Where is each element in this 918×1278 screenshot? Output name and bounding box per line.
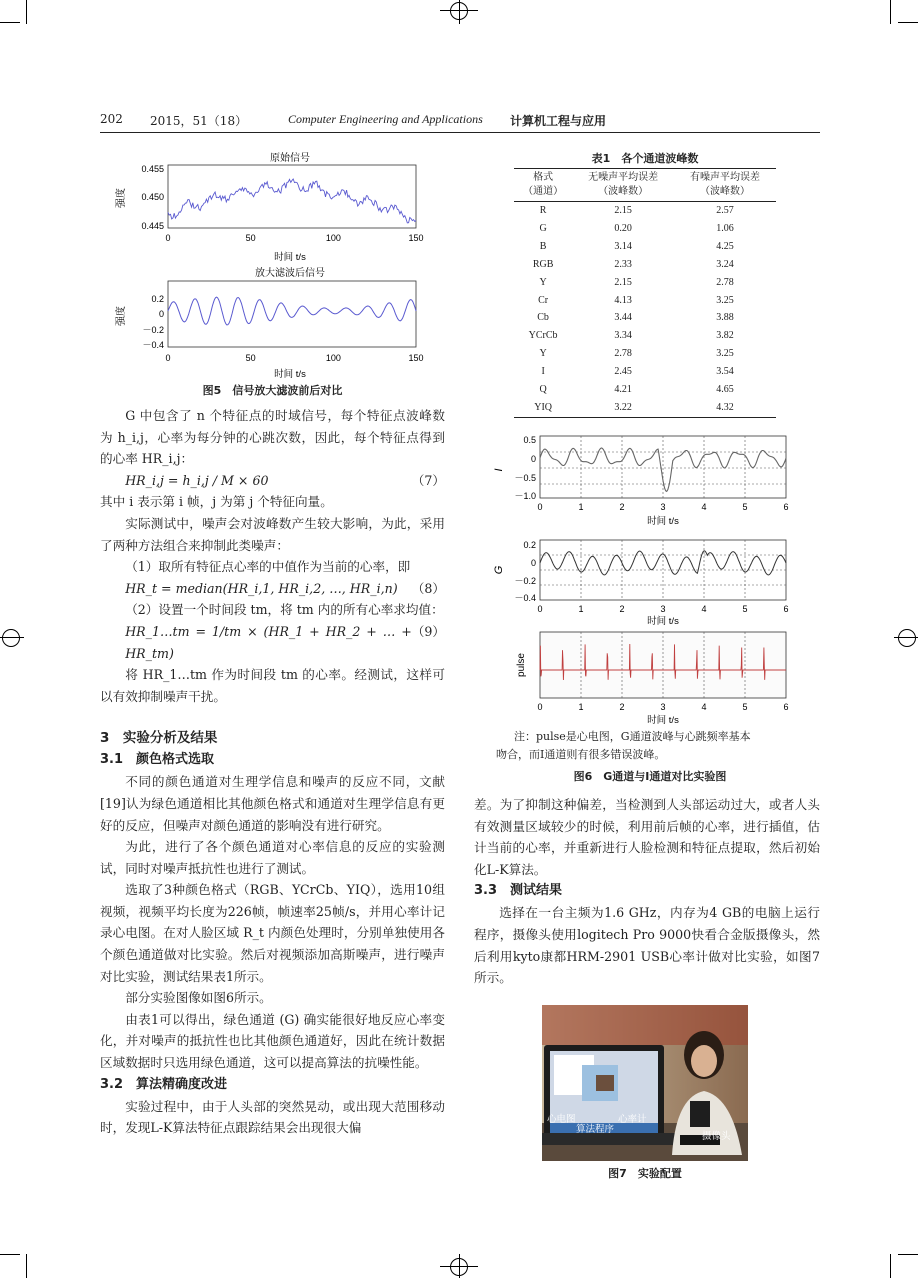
table-header-line: （波峰数） <box>700 186 751 197</box>
x-tick-label: 1 <box>578 502 584 512</box>
x-tick-label: 0 <box>165 353 171 363</box>
table-cell: Y <box>539 276 547 288</box>
x-tick-label: 3 <box>660 502 666 512</box>
table-row <box>514 399 776 417</box>
table-1-grid <box>514 168 776 418</box>
y-tick-label: －1.0 <box>514 491 536 501</box>
table-header-line: 无噪声平均误差 <box>588 172 659 183</box>
figure-6-caption: 图6 G通道与I通道对比实验图 <box>573 770 727 783</box>
fig6-panel1-ylabel: I <box>493 468 505 472</box>
page-number: 202 <box>100 112 123 126</box>
y-tick-label: 0.450 <box>141 192 164 202</box>
fig5-raw-signal-line <box>168 179 416 223</box>
table-row <box>514 363 776 381</box>
journal-name-cn: 计算机工程与应用 <box>510 114 607 128</box>
paragraph: （2）设置一个时间段 tm，将 tm 内的所有心率求均值： <box>125 602 444 618</box>
table-row <box>514 256 776 274</box>
table-row <box>514 274 776 292</box>
x-tick-label: 5 <box>742 702 748 712</box>
table-cell: 3.82 <box>716 330 734 342</box>
paragraph: 选择在一台主频为1.6 GHz，内存为4 GB的电脑上运行程序，摄像头使用logitech Pro 9000快看合金版摄像头，然后利用kyto康都HRM-2901 USB心率计做对比实验，如图7所示。 <box>474 905 820 986</box>
fig6-g-channel-line <box>540 551 786 575</box>
table-cell: 4.32 <box>716 401 734 413</box>
y-tick-label: －0.4 <box>142 340 164 350</box>
x-tick-label: 3 <box>660 604 666 614</box>
crop-mark <box>0 22 20 23</box>
left-column <box>100 405 445 1139</box>
header-rule <box>100 132 820 133</box>
x-tick-label: 6 <box>783 604 789 614</box>
fig6-panel3-xlabel: 时间 t/s <box>647 715 679 726</box>
y-tick-label: －0.2 <box>142 325 164 335</box>
table-row <box>514 202 776 220</box>
paragraph: G 中包含了 n 个特征点的时域信号，每个特征点波峰数为 h_i,j，心率为每分钟的心跳次数，因此，每个特征点得到的心率 HR_i,j： <box>100 408 445 467</box>
table-row <box>514 309 776 327</box>
figure-5 <box>100 148 445 398</box>
crop-mark <box>26 1254 27 1278</box>
registration-mark <box>898 629 916 647</box>
fig5-panel1-ylabel: 强度 <box>116 188 127 208</box>
y-tick-label: 0.445 <box>141 221 164 231</box>
registration-mark <box>894 637 918 638</box>
section-heading-3-3: 3.3 测试结果 <box>474 883 563 899</box>
x-tick-label: 0 <box>165 233 171 243</box>
paragraph: 将 HR_1…tm 作为时间段 tm 的心率。经测试，这样可以有效抑制噪声干扰。 <box>100 667 445 704</box>
figure-6-note-line2: 吻合，而I通道则有很多错误波峰。 <box>496 748 666 761</box>
x-tick-label: 100 <box>325 233 341 243</box>
table-cell: 2.78 <box>614 348 632 360</box>
table-header <box>674 169 776 202</box>
equation-9-body: HR_1…tm = 1/tm × (HR_1 + HR_2 + … + HR_tm) <box>125 623 412 661</box>
table-cell: 2.45 <box>614 366 632 378</box>
table-cell: 1.06 <box>716 222 734 234</box>
paragraph: （1）取所有特征点心率的中值作为当前的心率，即 <box>125 559 411 575</box>
table-cell: 3.54 <box>716 366 734 378</box>
section-heading-3-2: 3.2 算法精确度改进 <box>100 1076 228 1092</box>
table-cell: 2.33 <box>614 258 632 270</box>
x-tick-label: 0 <box>537 502 543 512</box>
fig5-panel2-frame <box>168 281 416 347</box>
table-cell: 3.34 <box>614 330 632 342</box>
x-tick-label: 0 <box>537 702 543 712</box>
table-header <box>514 169 572 202</box>
registration-mark <box>459 1254 460 1278</box>
y-tick-label: 0.455 <box>141 164 164 174</box>
x-tick-label: 5 <box>742 604 748 614</box>
y-tick-label: 0.5 <box>523 435 536 445</box>
table-cell: 3.24 <box>716 258 734 270</box>
right-column <box>474 794 820 989</box>
label-algorithm-program: 算法程序 <box>576 1124 615 1135</box>
table-cell: Q <box>539 384 547 396</box>
equation-9-number: （9） <box>411 623 445 639</box>
label-ecg: 心电图 <box>547 1114 576 1125</box>
label-camera: 摄像头 <box>702 1131 731 1142</box>
x-tick-label: 150 <box>408 353 424 363</box>
x-tick-label: 1 <box>578 604 584 614</box>
table-1 <box>514 150 776 418</box>
figure-6-plots <box>490 430 810 730</box>
x-tick-label: 4 <box>701 502 707 512</box>
fig6-panel1-xlabel: 时间 t/s <box>647 516 679 527</box>
fig5-panel1-frame <box>168 165 416 228</box>
y-tick-label: －0.4 <box>514 593 536 603</box>
x-tick-label: 100 <box>325 353 341 363</box>
x-tick-label: 1 <box>578 702 584 712</box>
y-tick-label: －0.5 <box>514 473 536 483</box>
table-header-line: 格式 <box>533 172 554 183</box>
paragraph: 差。为了抑制这种偏差，当检测到人头部运动过大，或者人头有效测量区域较少的时候，利用前后帧的心率，进行插值，估计当前的心率，并重新进行人脸检测和特征点提取，然后初始化L-K算法。 <box>474 797 820 877</box>
table-row <box>514 327 776 345</box>
table-row <box>514 292 776 310</box>
x-tick-label: 5 <box>742 502 748 512</box>
table-row <box>514 238 776 256</box>
table-cell: 3.14 <box>614 240 632 252</box>
table-cell: 2.15 <box>614 276 632 288</box>
y-tick-label: 0.2 <box>523 540 536 550</box>
table-cell: 4.21 <box>614 384 632 396</box>
registration-mark <box>459 0 460 24</box>
crop-mark <box>890 0 891 24</box>
table-row <box>514 381 776 399</box>
label-heart-rate-meter: 心率计 <box>618 1114 647 1125</box>
paragraph: 不同的颜色通道对生理学信息和噪声的反应不同，文献[19]认为绿色通道相比其他颜色格式和通道对生理学信息有更好的反应，但噪声对颜色通道的影响没有进行研究。 <box>100 774 445 833</box>
crop-mark <box>898 22 918 23</box>
table-cell: 2.78 <box>716 276 734 288</box>
equation-9 <box>100 621 445 664</box>
table-cell: 3.25 <box>716 348 734 360</box>
paragraph: 实验过程中，由于人头部的突然晃动，或出现大范围移动时，发现L-K算法特征点跟踪结果会出现很大偏 <box>100 1098 445 1136</box>
fig6-panel2-ylabel: G <box>493 565 505 575</box>
fig5-panel2-title: 放大滤波后信号 <box>255 268 325 279</box>
table-cell: 4.65 <box>716 384 734 396</box>
figure-5-caption: 图5 信号放大滤波前后对比 <box>202 384 343 397</box>
figure-7-caption: 图7 实验配置 <box>608 1167 682 1180</box>
fig5-panel1-title: 原始信号 <box>270 153 310 164</box>
x-tick-label: 50 <box>245 233 256 243</box>
fig5-panel2-ylabel: 强度 <box>116 306 127 326</box>
paragraph: 由表1可以得出，绿色通道 (G) 确实能很好地反应心率变化，并对噪声的抵抗性也比其他颜色通道好，因此在统计数据区域数据时只选用绿色通道，这可以提高算法的抗噪性能。 <box>100 1011 445 1071</box>
table-header <box>572 169 674 202</box>
x-tick-label: 50 <box>245 353 256 363</box>
table-cell: 3.25 <box>716 294 734 306</box>
fig6-panel3-ylabel: pulse <box>516 653 527 677</box>
y-tick-label: 0.2 <box>151 294 164 304</box>
table-1-title: 表1 各个通道波峰数 <box>591 152 699 165</box>
figure-6 <box>490 430 810 790</box>
paragraph: 其中 i 表示第 i 帧，j 为第 j 个特征向量。 <box>100 494 333 510</box>
table-cell: 4.25 <box>716 240 734 252</box>
table-header-line: 有噪声平均误差 <box>690 172 761 183</box>
y-tick-label: －0.2 <box>514 576 536 586</box>
y-tick-label: 0 <box>158 309 164 319</box>
x-tick-label: 2 <box>619 604 625 614</box>
table-cell: 3.88 <box>716 312 734 324</box>
x-tick-label: 6 <box>783 502 789 512</box>
equation-8-number: （8） <box>411 580 445 596</box>
paragraph: 为此，进行了各个颜色通道对心率信息的反应的实验测试，同时对噪声抵抗性也进行了测试。 <box>100 839 445 876</box>
equation-7-body: HR_i,j = h_i,j / M × 60 <box>125 472 269 488</box>
x-tick-label: 0 <box>537 604 543 614</box>
table-row <box>514 220 776 238</box>
equation-8-body: HR_t = median(HR_i,1, HR_i,2, …, HR_i,n) <box>125 580 398 596</box>
y-tick-label: 0 <box>530 454 536 464</box>
journal-name-en: Computer Engineering and Applications <box>288 112 483 126</box>
table-cell: B <box>539 240 547 252</box>
crop-mark <box>890 1254 891 1278</box>
figure-6-note-line1: 注：pulse是心电图，G通道波峰与心跳频率基本 <box>514 730 751 743</box>
fig5-panel2-xlabel: 时间 t/s <box>274 369 306 380</box>
table-cell: R <box>539 205 547 216</box>
table-cell: Y <box>539 348 547 360</box>
table-cell: G <box>539 222 547 234</box>
equation-7-number: （7） <box>411 472 445 488</box>
table-cell: 0.20 <box>614 222 632 234</box>
table-cell: RGB <box>532 258 554 270</box>
x-tick-label: 2 <box>619 702 625 712</box>
paragraph: 部分实验图像如图6所示。 <box>125 990 272 1006</box>
figure-5-plots <box>100 148 445 398</box>
table-header-line: （波峰数） <box>598 186 649 197</box>
table-cell: 2.15 <box>614 205 632 216</box>
experiment-photo <box>542 1005 748 1161</box>
equation-7 <box>100 470 445 492</box>
section-heading-3-1: 3.1 颜色格式选取 <box>100 752 215 768</box>
table-row <box>514 345 776 363</box>
table-header-line: （通道） <box>523 186 564 197</box>
equation-8 <box>100 578 445 600</box>
table-cell: Cb <box>537 312 549 324</box>
table-cell: Cr <box>538 294 549 306</box>
table-cell: YIQ <box>534 401 552 413</box>
registration-mark <box>0 637 24 638</box>
fig5-panel1-xlabel: 时间 t/s <box>274 252 306 263</box>
table-cell: 4.13 <box>614 294 632 306</box>
table-cell: I <box>541 366 545 378</box>
x-tick-label: 150 <box>408 233 424 243</box>
figure-7 <box>542 1005 748 1187</box>
running-header <box>100 112 820 130</box>
x-tick-label: 3 <box>660 702 666 712</box>
issue-info: 2015，51（18） <box>150 114 248 128</box>
table-cell: 3.44 <box>614 312 632 324</box>
paragraph: 选取了3种颜色格式（RGB、YCrCb、YIQ），选用10组视频，视频平均长度为226帧，帧速率25帧/s，并用心率计记录心电图。在对人脸区域 R_t 内颜色处理时，分别单独使用各个颜色通道做对比实验。然后对视频添加高斯噪声，进行噪声对比实验，测试结果表1所示。 <box>100 882 445 984</box>
section-heading-3: 3 实验分析及结果 <box>100 730 218 747</box>
fig5-filtered-signal-line <box>168 297 416 325</box>
crop-mark <box>26 0 27 24</box>
x-tick-label: 4 <box>701 604 707 614</box>
x-tick-label: 4 <box>701 702 707 712</box>
x-tick-label: 2 <box>619 502 625 512</box>
paragraph: 实际测试中，噪声会对波峰数产生较大影响，为此，采用了两种方法组合来抑制此类噪声： <box>100 515 445 553</box>
fig6-panel2-xlabel: 时间 t/s <box>647 616 679 627</box>
table-cell: 2.57 <box>716 205 734 216</box>
registration-mark <box>2 629 20 647</box>
crop-mark <box>0 1254 20 1255</box>
table-cell: YCrCb <box>528 330 558 342</box>
x-tick-label: 6 <box>783 702 789 712</box>
y-tick-label: 0 <box>530 558 536 568</box>
crop-mark <box>898 1254 918 1255</box>
table-cell: 3.22 <box>614 401 632 413</box>
